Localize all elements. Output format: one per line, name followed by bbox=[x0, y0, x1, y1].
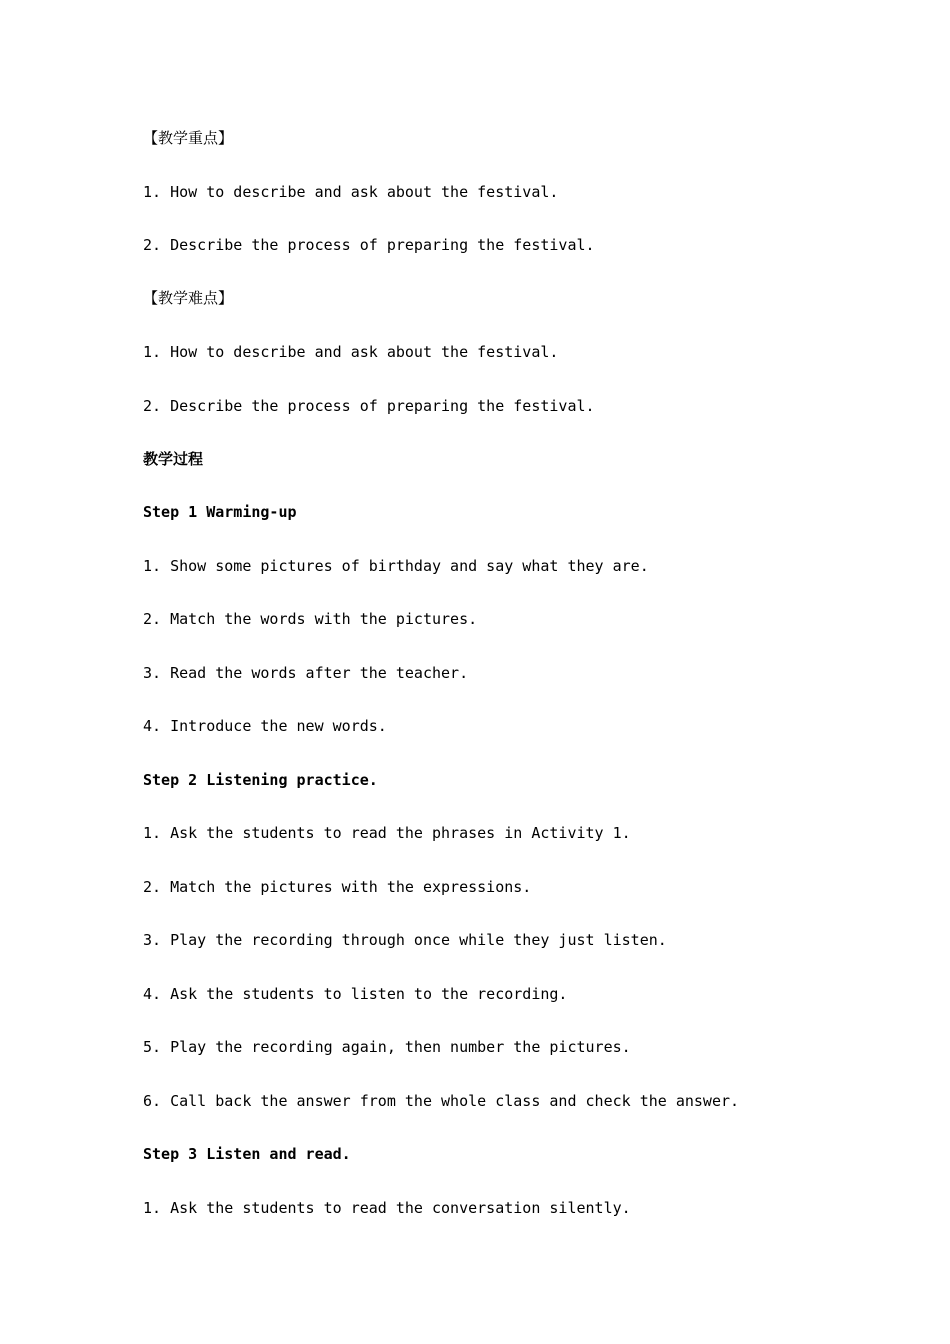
key-point-item: 2. Describe the process of preparing the festival. bbox=[143, 236, 595, 254]
key-point-item: 1. How to describe and ask about the festival. bbox=[143, 183, 559, 201]
step-item: 1. Show some pictures of birthday and say what they are. bbox=[143, 557, 649, 575]
step-item: 5. Play the recording again, then number the pictures. bbox=[143, 1038, 631, 1056]
difficult-points-heading: 【教学难点】 bbox=[143, 289, 234, 307]
step-item: 2. Match the words with the pictures. bbox=[143, 610, 478, 628]
key-points-heading: 【教学重点】 bbox=[143, 129, 234, 147]
step-item: 3. Read the words after the teacher. bbox=[143, 664, 469, 682]
step-item: 4. Introduce the new words. bbox=[143, 717, 387, 735]
step-item: 1. Ask the students to read the phrases in Activity 1. bbox=[143, 824, 631, 842]
process-heading: 教学过程 bbox=[143, 450, 204, 468]
step-item: 4. Ask the students to listen to the recording. bbox=[143, 985, 568, 1003]
step-item: 3. Play the recording through once while they just listen. bbox=[143, 931, 667, 949]
difficult-point-item: 1. How to describe and ask about the festival. bbox=[143, 343, 559, 361]
difficult-point-item: 2. Describe the process of preparing the festival. bbox=[143, 397, 595, 415]
step-item: 1. Ask the students to read the conversation silently. bbox=[143, 1199, 631, 1217]
step-item: 2. Match the pictures with the expressions. bbox=[143, 878, 532, 896]
step-title: Step 1 Warming-up bbox=[143, 503, 297, 521]
step-title: Step 3 Listen and read. bbox=[143, 1145, 351, 1163]
step-title: Step 2 Listening practice. bbox=[143, 771, 378, 789]
step-item: 6. Call back the answer from the whole class and check the answer. bbox=[143, 1092, 740, 1110]
